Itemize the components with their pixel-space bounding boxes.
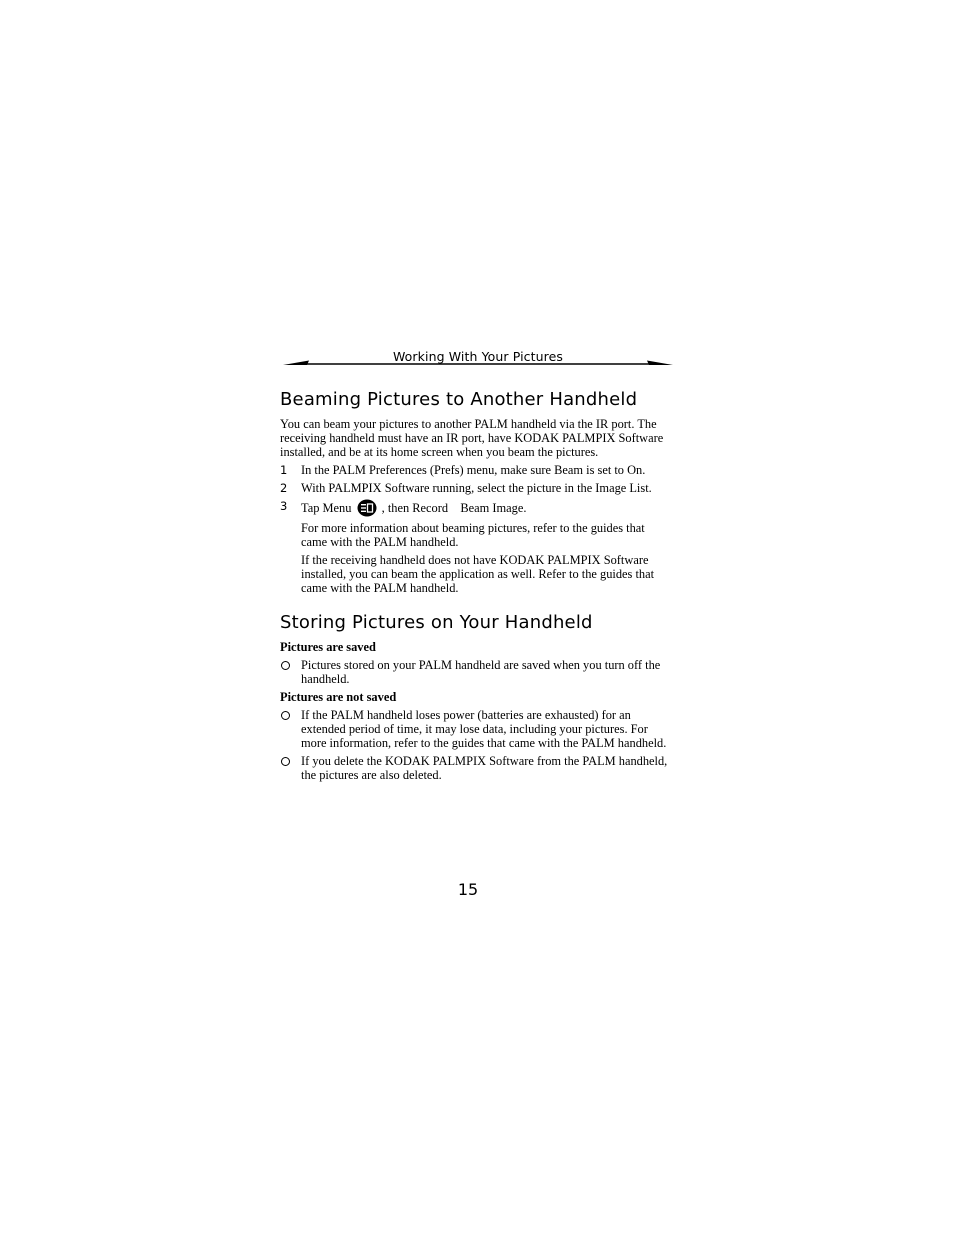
step-text: In the PALM Preferences (Prefs) menu, make sure Beam is set to On. xyxy=(301,463,646,477)
step-number: 2 xyxy=(280,481,288,495)
circle-bullet-icon xyxy=(281,711,290,720)
list-item-text: Pictures stored on your PALM handheld are saved when you turn off the handheld. xyxy=(301,658,661,686)
beaming-note-more-info: For more information about beaming pictures, refer to the guides that came with the PALM handheld. xyxy=(301,521,645,549)
list-item xyxy=(280,658,672,686)
header-title: Working With Your Pictures xyxy=(392,349,564,364)
header-rule xyxy=(283,359,673,367)
not-saved-label: Pictures are not saved xyxy=(280,690,397,704)
step-2 xyxy=(280,481,672,495)
section-heading-storing: Storing Pictures on Your Handheld xyxy=(280,612,593,633)
page-content xyxy=(280,388,672,786)
step-text: With PALMPIX Software running, select the picture in the Image List. xyxy=(301,481,652,495)
beaming-intro: You can beam your pictures to another PALM handheld via the IR port. The receiving handheld must have an IR port, have KODAK PALMPIX Software installed, and be at its home screen when you beam the pictures. xyxy=(280,417,664,459)
step-1 xyxy=(280,463,672,477)
beaming-note-no-software: If the receiving handheld does not have KODAK PALMPIX Software installed, you can beam the application as well. Refer to the guides that came with the PALM handheld. xyxy=(301,553,655,595)
running-header xyxy=(283,347,673,369)
saved-label: Pictures are saved xyxy=(280,640,376,654)
list-item xyxy=(280,708,672,750)
circle-bullet-icon xyxy=(281,661,290,670)
menu-icon xyxy=(357,499,377,517)
step-number: 1 xyxy=(280,463,288,477)
page-number: 15 xyxy=(457,880,479,899)
section-heading-beaming: Beaming Pictures to Another Handheld xyxy=(280,389,638,410)
step-text-after: , then Record Beam Image. xyxy=(381,501,527,515)
list-item xyxy=(280,754,672,782)
list-item-text: If the PALM handheld loses power (batteries are exhausted) for an extended period of time, it may lose data, including your pictures. For more information, refer to the guides that came with the PALM handheld. xyxy=(301,708,667,750)
step-3 xyxy=(280,499,672,517)
circle-bullet-icon xyxy=(281,757,290,766)
list-item-text: If you delete the KODAK PALMPIX Software from the PALM handheld, the pictures are also deleted. xyxy=(301,754,668,782)
step-number: 3 xyxy=(280,499,288,513)
step-text-before: Tap Menu xyxy=(301,501,352,515)
